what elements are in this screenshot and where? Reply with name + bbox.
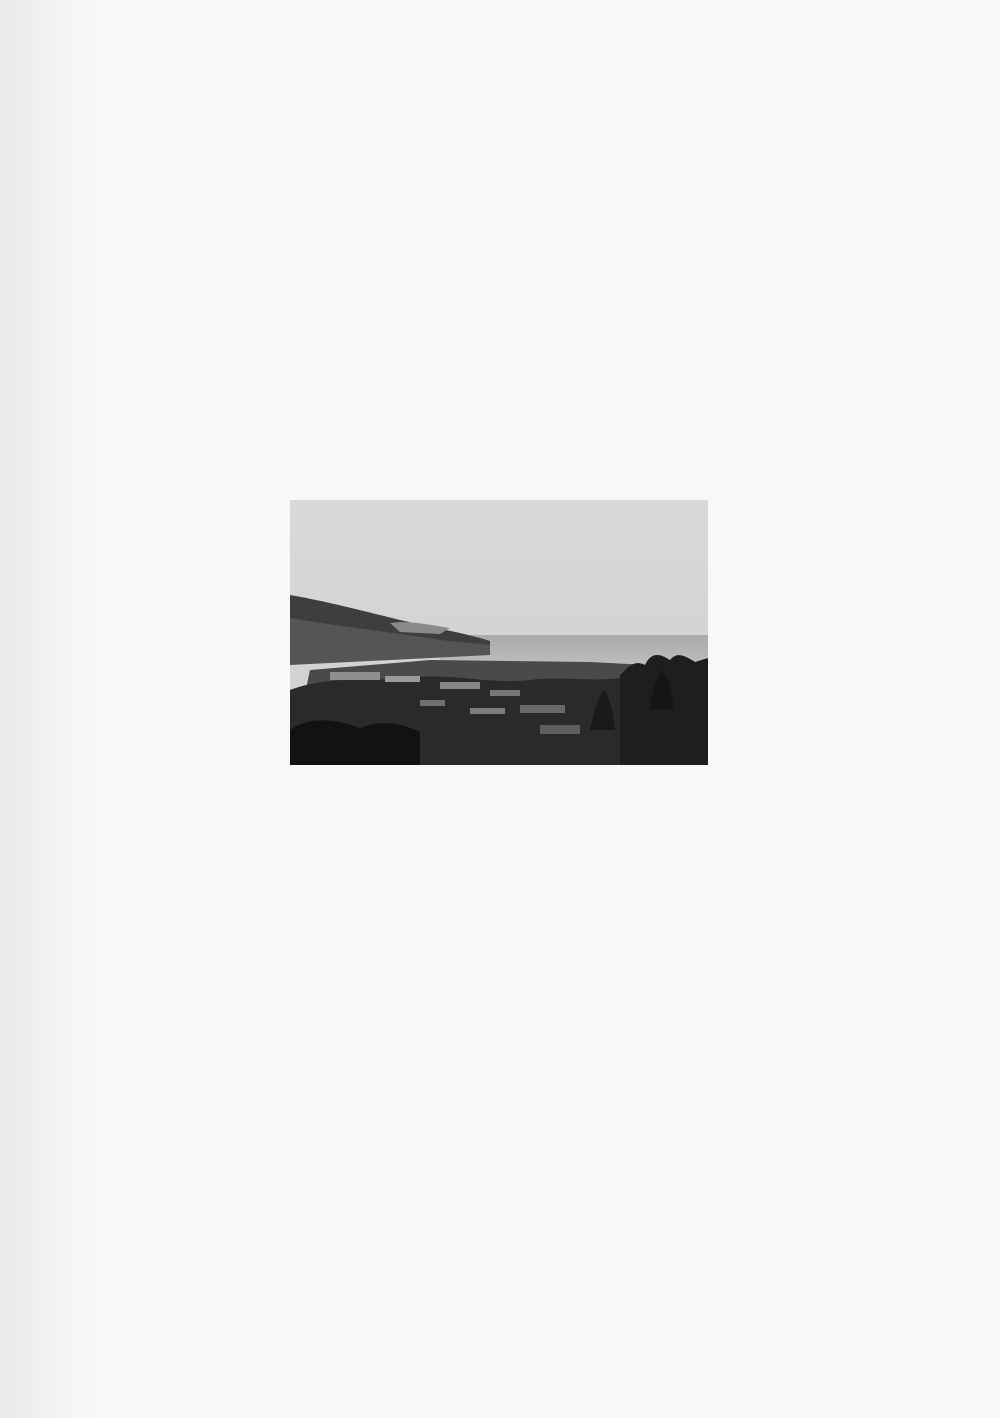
landscape-photo	[290, 500, 708, 765]
book-spine-shadow	[0, 0, 100, 1418]
figure-photo-tuapsinka-mouth	[290, 500, 708, 765]
